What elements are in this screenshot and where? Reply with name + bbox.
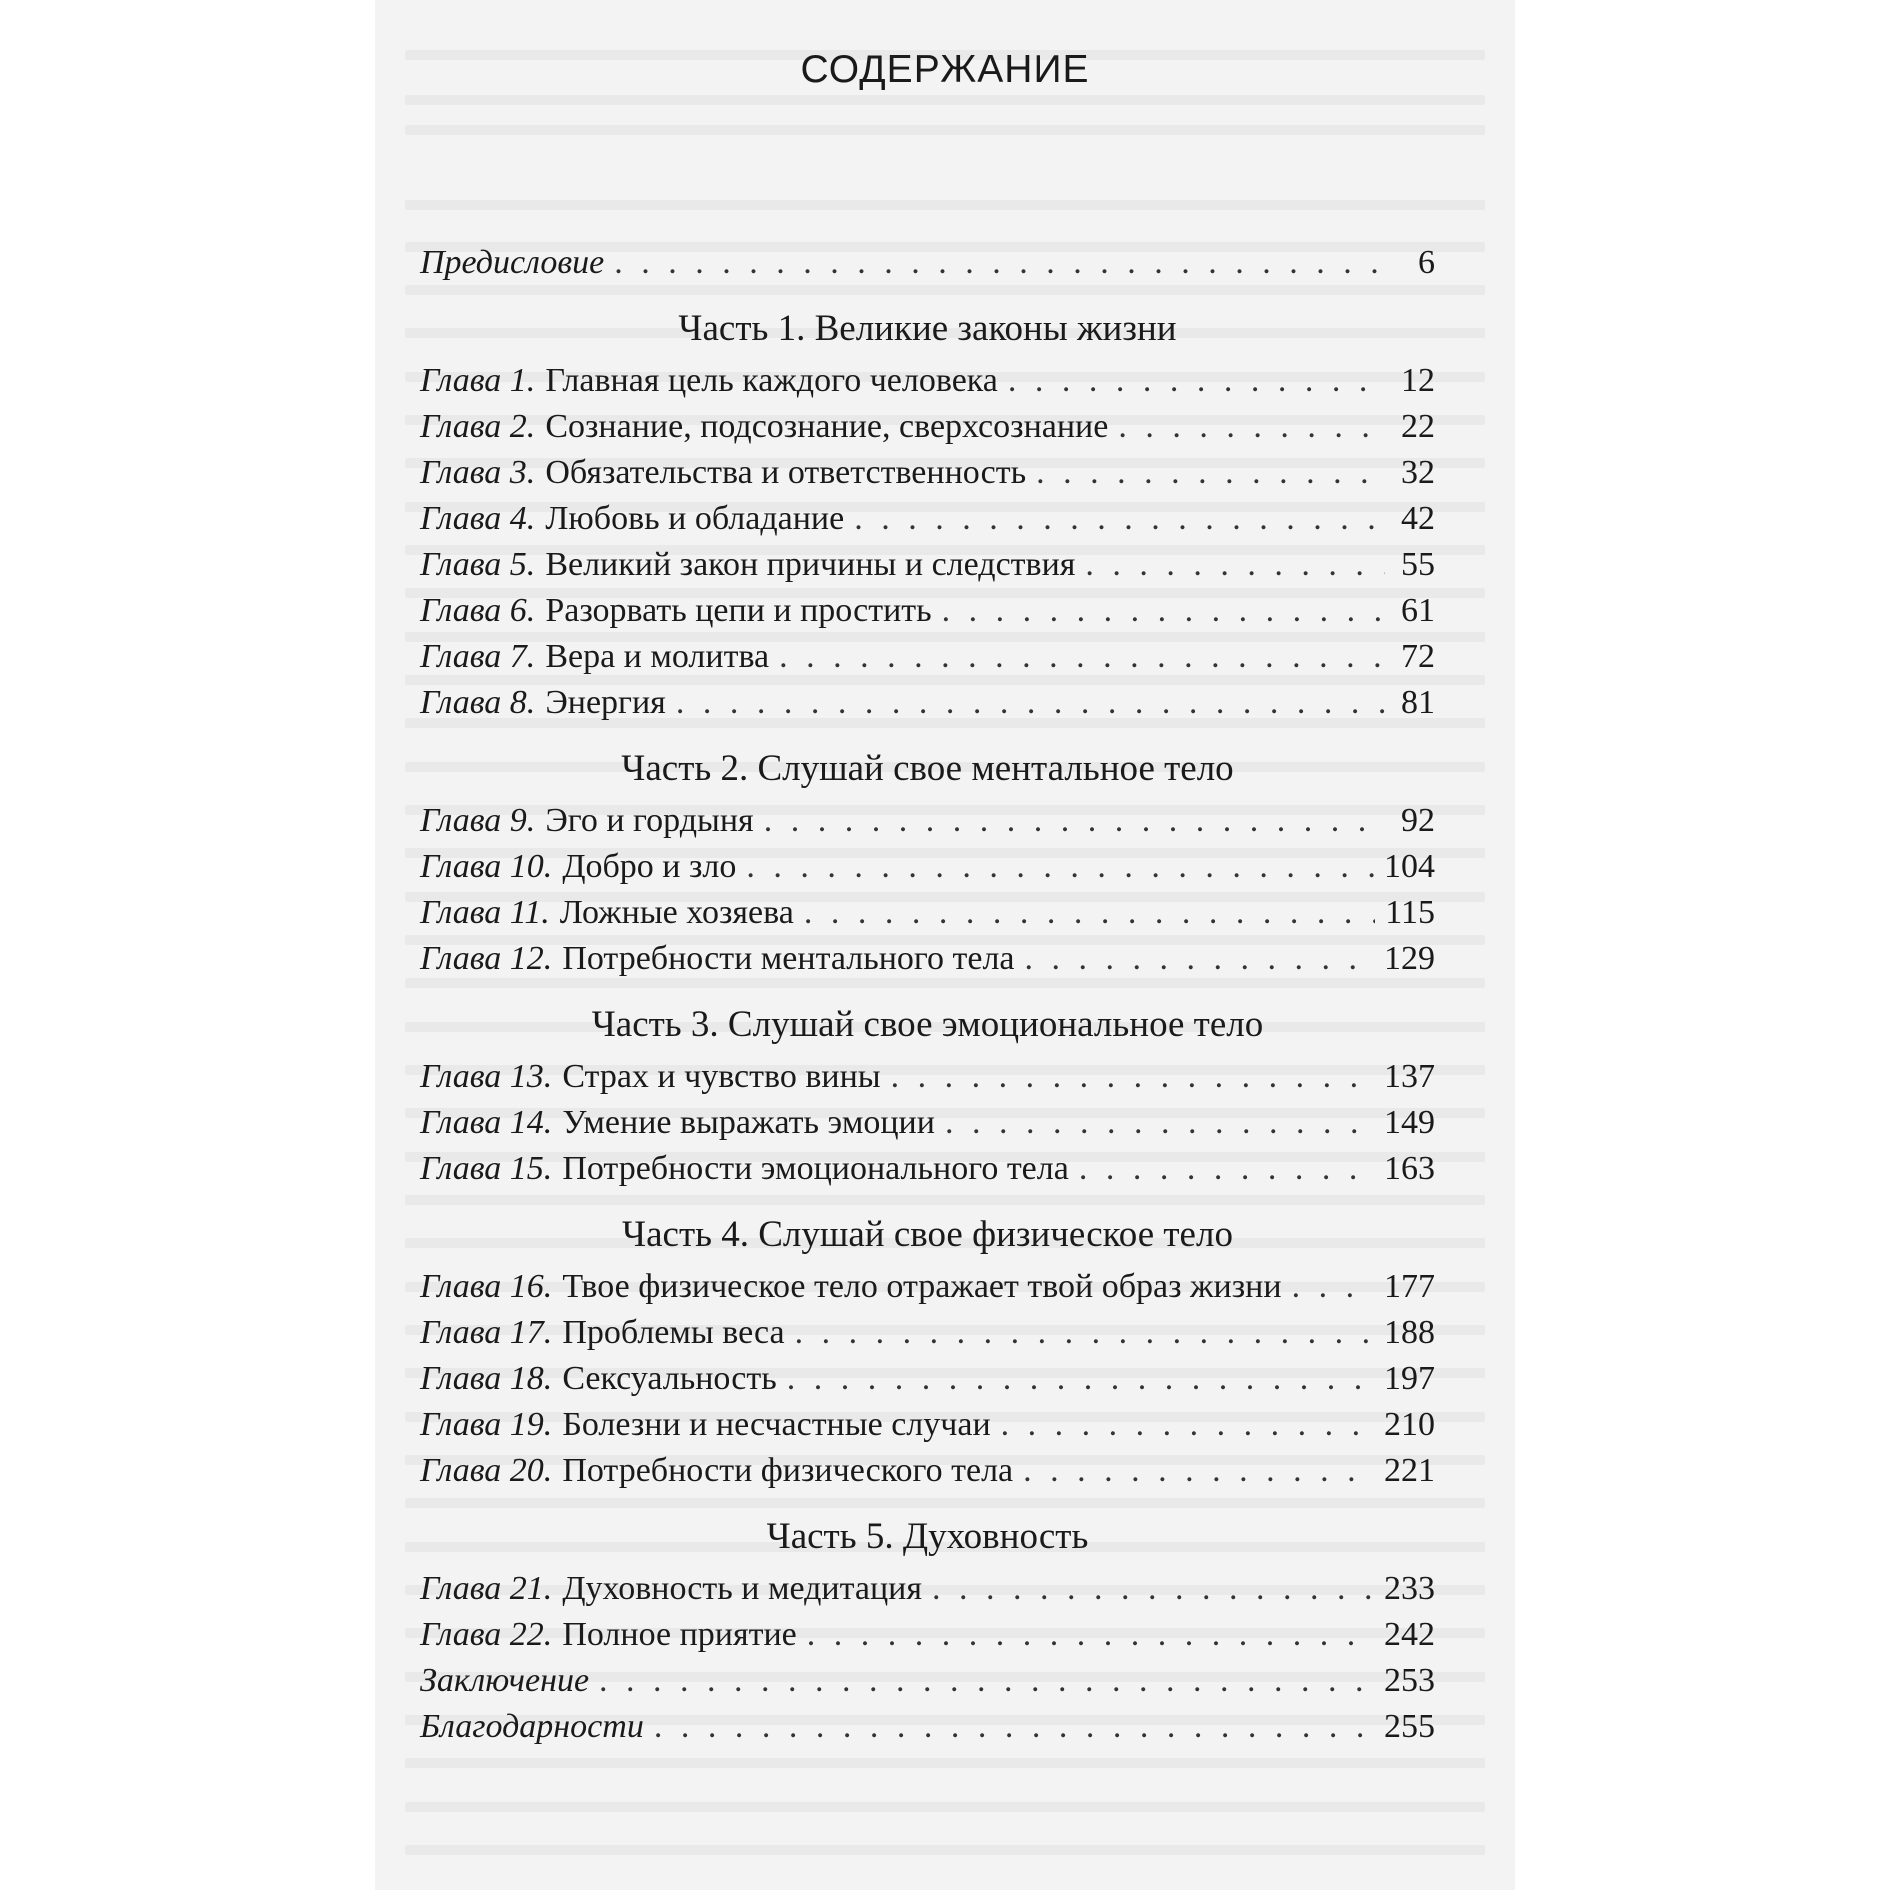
- toc-entry-chapter[interactable]: [420, 542, 1435, 588]
- toc-entry-chapter[interactable]: [420, 890, 1435, 936]
- dot-leader: [891, 1054, 1374, 1100]
- toc-entry-chapter[interactable]: [420, 588, 1435, 634]
- toc-entry-chapter[interactable]: [420, 798, 1435, 844]
- chapter-number: Глава 10.: [420, 848, 553, 885]
- toc-entry-chapter[interactable]: [420, 1264, 1435, 1310]
- page-title: СОДЕРЖАНИЕ: [800, 48, 1090, 91]
- page-number: 12: [1401, 362, 1435, 399]
- chapter-number: Глава 1.: [420, 362, 536, 399]
- chapter-title: Сексуальность: [562, 1360, 777, 1397]
- page-number: 6: [1418, 244, 1435, 281]
- chapter-number: Глава 18.: [420, 1360, 553, 1397]
- chapter-title: Энергия: [545, 684, 666, 721]
- dot-leader: [1079, 1146, 1374, 1192]
- chapter-number: Глава 9.: [420, 802, 536, 839]
- page-number: 137: [1384, 1058, 1435, 1095]
- page-number: 188: [1384, 1314, 1435, 1351]
- chapter-title: Потребности физического тела: [562, 1452, 1014, 1489]
- chapter-title: Проблемы веса: [562, 1314, 785, 1351]
- page-number: 253: [1384, 1662, 1435, 1699]
- toc-entry-chapter[interactable]: [420, 450, 1435, 496]
- page-number: 149: [1384, 1104, 1435, 1141]
- toc-entry-chapter[interactable]: [420, 1146, 1435, 1192]
- toc-parts: [420, 302, 1435, 1658]
- part-heading[interactable]: Часть 1. Великие законы жизни: [678, 308, 1177, 349]
- part-heading[interactable]: Часть 5. Духовность: [766, 1516, 1089, 1557]
- chapter-title: Разорвать цепи и простить: [545, 592, 932, 629]
- chapter-title: Обязательства и ответственность: [545, 454, 1027, 491]
- chapter-number: Глава 7.: [420, 638, 536, 675]
- dot-leader: [942, 588, 1385, 634]
- chapter-title: Болезни и несчастные случаи: [562, 1406, 991, 1443]
- dot-leader: [1118, 404, 1385, 450]
- dot-leader: [764, 798, 1385, 844]
- chapter-number: Глава 12.: [420, 940, 553, 977]
- toc-entry-preface[interactable]: [420, 240, 1435, 286]
- chapter-title: Сознание, подсознание, сверхсознание: [545, 408, 1109, 445]
- dot-leader: [654, 1704, 1374, 1750]
- chapter-number: Глава 20.: [420, 1452, 553, 1489]
- dot-leader: [1036, 450, 1385, 496]
- chapter-title: Главная цель каждого человека: [545, 362, 998, 399]
- dot-leader: [676, 680, 1385, 726]
- chapter-title: Духовность и медитация: [562, 1570, 923, 1607]
- chapter-title: Любовь и обладание: [545, 500, 845, 537]
- toc-entry-chapter[interactable]: [420, 1402, 1435, 1448]
- page-number: 92: [1401, 802, 1435, 839]
- chapter-number: Глава 16.: [420, 1268, 553, 1305]
- chapter-number: Глава 14.: [420, 1104, 553, 1141]
- dot-leader: [787, 1356, 1374, 1402]
- chapter-title: Добро и зло: [562, 848, 737, 885]
- chapter-number: Глава 2.: [420, 408, 536, 445]
- toc-entry-chapter[interactable]: [420, 1612, 1435, 1658]
- toc-entry-chapter[interactable]: [420, 1100, 1435, 1146]
- dot-leader: [1001, 1402, 1374, 1448]
- toc-closing: [420, 1658, 1435, 1750]
- page-number: 197: [1384, 1360, 1435, 1397]
- chapter-number: Глава 19.: [420, 1406, 553, 1443]
- page-number: 104: [1384, 848, 1435, 885]
- dot-leader: [614, 240, 1385, 286]
- chapter-number: Глава 15.: [420, 1150, 553, 1187]
- chapter-number: Глава 17.: [420, 1314, 553, 1351]
- toc-entry-chapter[interactable]: [420, 1356, 1435, 1402]
- part-heading[interactable]: Часть 3. Слушай свое эмоциональное тело: [591, 1004, 1264, 1045]
- chapter-number: Глава 21.: [420, 1570, 553, 1607]
- chapter-title: Ложные хозяева: [559, 894, 794, 931]
- page-number: 72: [1401, 638, 1435, 675]
- page-number: 233: [1384, 1570, 1435, 1607]
- chapter-number: Глава 8.: [420, 684, 536, 721]
- chapter-number: Глава 11.: [420, 894, 550, 931]
- chapter-title: Вера и молитва: [545, 638, 770, 675]
- page-number: 55: [1401, 546, 1435, 583]
- chapter-number: Глава 13.: [420, 1058, 553, 1095]
- chapter-title: Страх и чувство вины: [562, 1058, 881, 1095]
- toc-entry-chapter[interactable]: [420, 496, 1435, 542]
- toc-entry-label: Благодарности: [420, 1708, 644, 1745]
- page-number: 163: [1384, 1150, 1435, 1187]
- page-number: 255: [1384, 1708, 1435, 1745]
- chapter-title: Умение выражать эмоции: [562, 1104, 935, 1141]
- page-number: 221: [1384, 1452, 1435, 1489]
- dot-leader: [1023, 1448, 1374, 1494]
- page-number: 115: [1385, 894, 1435, 931]
- table-of-contents: [420, 240, 1435, 1750]
- dot-leader: [1085, 542, 1385, 588]
- dot-leader: [1292, 1264, 1374, 1310]
- chapter-title: Полное приятие: [562, 1616, 797, 1653]
- chapter-number: Глава 6.: [420, 592, 536, 629]
- page-number: 22: [1401, 408, 1435, 445]
- toc-entry-chapter[interactable]: [420, 1566, 1435, 1612]
- toc-entry-label: Предисловие: [420, 244, 605, 281]
- toc-entry-chapter[interactable]: [420, 936, 1435, 982]
- dot-leader: [746, 844, 1374, 890]
- toc-entry-chapter[interactable]: [420, 1054, 1435, 1100]
- page-number: 129: [1384, 940, 1435, 977]
- toc-entry-label: Заключение: [420, 1662, 590, 1699]
- toc-entry-closing[interactable]: [420, 1704, 1435, 1750]
- page-number: 42: [1401, 500, 1435, 537]
- page-number: 210: [1384, 1406, 1435, 1443]
- part-heading[interactable]: Часть 4. Слушай свое физическое тело: [622, 1214, 1233, 1255]
- chapter-title: Потребности эмоционального тела: [562, 1150, 1069, 1187]
- chapter-title: Потребности ментального тела: [562, 940, 1015, 977]
- toc-entry-chapter[interactable]: [420, 358, 1435, 404]
- chapter-title: Твое физическое тело отражает твой образ жизни: [562, 1268, 1282, 1305]
- toc-entry-chapter[interactable]: [420, 634, 1435, 680]
- dot-leader: [779, 634, 1385, 680]
- page-number: 32: [1401, 454, 1435, 491]
- toc-entry-chapter[interactable]: [420, 680, 1435, 726]
- page-number: 177: [1384, 1268, 1435, 1305]
- chapter-number: Глава 22.: [420, 1616, 553, 1653]
- dot-leader: [795, 1310, 1374, 1356]
- toc-entry-closing[interactable]: [420, 1658, 1435, 1704]
- chapter-title: Великий закон причины и следствия: [545, 546, 1076, 583]
- dot-leader: [804, 890, 1375, 936]
- dot-leader: [854, 496, 1385, 542]
- part-heading[interactable]: Часть 2. Слушай свое ментальное тело: [621, 748, 1234, 789]
- dot-leader: [1025, 936, 1374, 982]
- dot-leader: [945, 1100, 1374, 1146]
- toc-entry-chapter[interactable]: [420, 404, 1435, 450]
- toc-entry-chapter[interactable]: [420, 1310, 1435, 1356]
- page-number: 242: [1384, 1616, 1435, 1653]
- chapter-number: Глава 4.: [420, 500, 536, 537]
- chapter-title: Эго и гордыня: [545, 802, 754, 839]
- chapter-number: Глава 5.: [420, 546, 536, 583]
- book-page: [375, 0, 1515, 1890]
- chapter-number: Глава 3.: [420, 454, 536, 491]
- toc-entry-chapter[interactable]: [420, 844, 1435, 890]
- page-number: 61: [1401, 592, 1435, 629]
- dot-leader: [932, 1566, 1374, 1612]
- dot-leader: [807, 1612, 1374, 1658]
- dot-leader: [599, 1658, 1374, 1704]
- toc-entry-chapter[interactable]: [420, 1448, 1435, 1494]
- dot-leader: [1008, 358, 1385, 404]
- page-number: 81: [1401, 684, 1435, 721]
